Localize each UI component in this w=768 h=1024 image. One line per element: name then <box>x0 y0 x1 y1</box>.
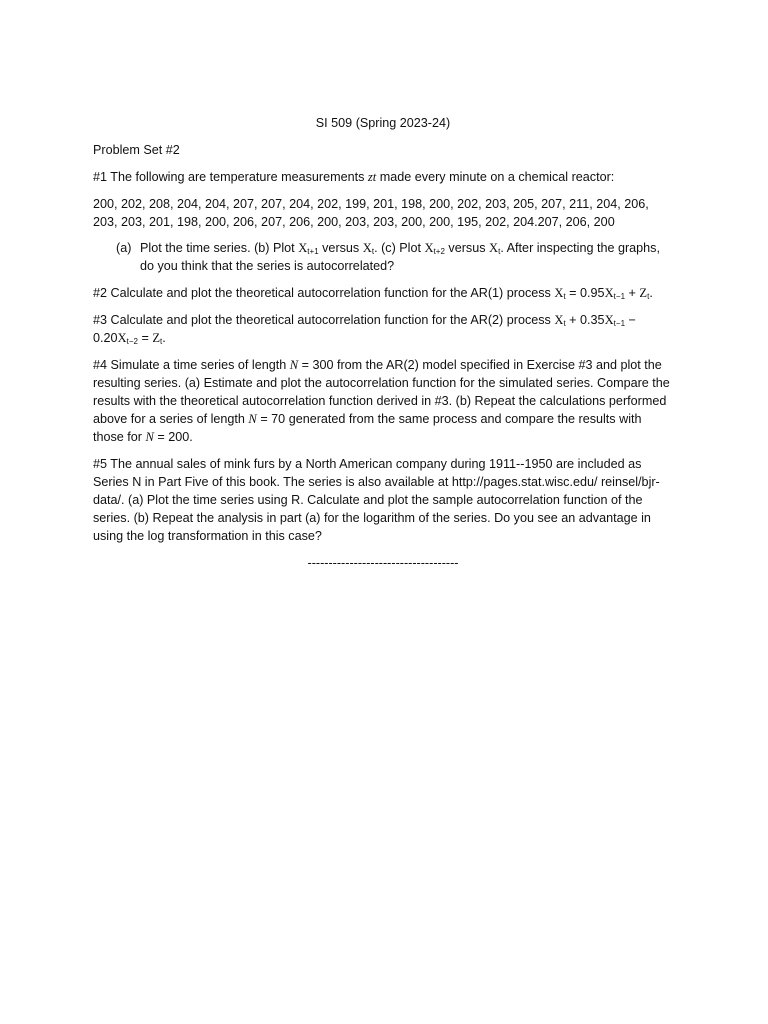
end-separator: ------------------------------------ <box>307 556 459 570</box>
math-z: Z <box>152 331 161 345</box>
problem-set-heading: Problem Set #2 <box>93 143 180 157</box>
equation-end: . <box>162 331 166 345</box>
subscript: t+1 <box>307 247 319 256</box>
math-x: X <box>554 313 564 327</box>
equation-end: . <box>649 286 653 300</box>
equation-part: = <box>137 331 153 345</box>
math-x: X <box>362 241 372 255</box>
subitem-text-3: . (c) Plot <box>374 241 425 255</box>
subitem-text-5: . After inspecting the graphs, do you think that the series is autocorrelated? <box>140 241 660 273</box>
problem-1-intro <box>93 168 673 186</box>
subitem-body <box>140 239 673 275</box>
variable-zt: zt <box>367 170 377 184</box>
subitem-label: (a) <box>116 241 132 255</box>
problem-3-text: #3 Calculate and plot the theoretical autocorrelation function for the AR(2) process <box>93 313 555 327</box>
equation-part: + <box>625 286 640 300</box>
problem-4 <box>93 356 673 446</box>
math-z: Z <box>639 286 648 300</box>
subitem-text-1: Plot the time series. (b) Plot <box>140 241 299 255</box>
subitem-text-4: versus <box>444 241 490 255</box>
problem-1-intro-end: made every minute on a chemical reactor: <box>376 170 615 184</box>
equation-part: = 0.95 <box>565 286 605 300</box>
problem-3 <box>93 311 673 347</box>
subscript: t <box>563 319 566 328</box>
equation-part: − 0.20 <box>93 313 636 345</box>
math-x: X <box>117 331 127 345</box>
problem-4-text-1: #4 Simulate a time series of length <box>93 358 290 372</box>
math-x: X <box>424 241 434 255</box>
subscript: t+2 <box>433 247 445 256</box>
subscript: t <box>160 337 163 346</box>
subscript: t−1 <box>613 292 626 301</box>
course-title: SI 509 (Spring 2023-24) <box>315 116 451 130</box>
problem-2 <box>93 284 673 302</box>
subitem-text-2: versus <box>318 241 363 255</box>
math-n: N <box>248 412 257 426</box>
problem-1-data: 200, 202, 208, 204, 204, 207, 207, 204, 202, 199, 201, 198, 200, 202, 203, 205, 207, 211, 204, 206, 203, 203, 201, 198, 200, 206, 207, 206, 200, 203, 203, 200, 200, 195, 202, 204.207, 206, 200 <box>93 197 649 229</box>
subscript: t−2 <box>126 337 138 346</box>
problem-2-text: #2 Calculate and plot the theoretical autocorrelation function for the AR(1) process <box>93 286 555 300</box>
subscript: t <box>371 247 375 256</box>
math-x: X <box>604 313 614 327</box>
problem-1-intro-text: #1 The following are temperature measurements <box>93 170 368 184</box>
math-n: N <box>289 358 299 372</box>
problem-4-text-2: = 300 from the AR(2) model specified in Exercise #3 and plot the resulting series. (a) Estimate and plot the autocorrelation function for the simulated series. Compare the results with the theoretical autocorrelation function derived in #3. (b) Repeat the calculations performed above for a series of length <box>93 358 670 426</box>
problem-1-subitem <box>93 239 673 275</box>
math-x: X <box>604 286 614 300</box>
problem-5: #5 The annual sales of mink furs by a North American company during 1911--1950 are included as Series N in Part Five of this book. The series is also available at http://pages.stat.wisc.edu/ reinsel/bjr-data/. (a) Plot the time series using R. Calculate and plot the sample autocorrelation function of the series. (b) Repeat the analysis in part (a) for the logarithm of the series. Do you see an advantage in using the log transformation in this case? <box>93 457 660 543</box>
math-x: X <box>489 241 499 255</box>
equation-part: + 0.35 <box>565 313 605 327</box>
math-n: N <box>145 430 154 444</box>
problem-4-text-4: = 200. <box>153 430 193 444</box>
problem-4-text-3: = 70 generated from the same process and compare the results with those for <box>93 412 642 444</box>
document-content <box>93 114 673 572</box>
math-x: X <box>554 286 564 300</box>
subscript: t <box>563 292 566 301</box>
subscript: t <box>498 247 501 256</box>
subscript: t−1 <box>613 319 626 328</box>
subscript: t <box>647 292 650 301</box>
math-x: X <box>298 241 308 255</box>
